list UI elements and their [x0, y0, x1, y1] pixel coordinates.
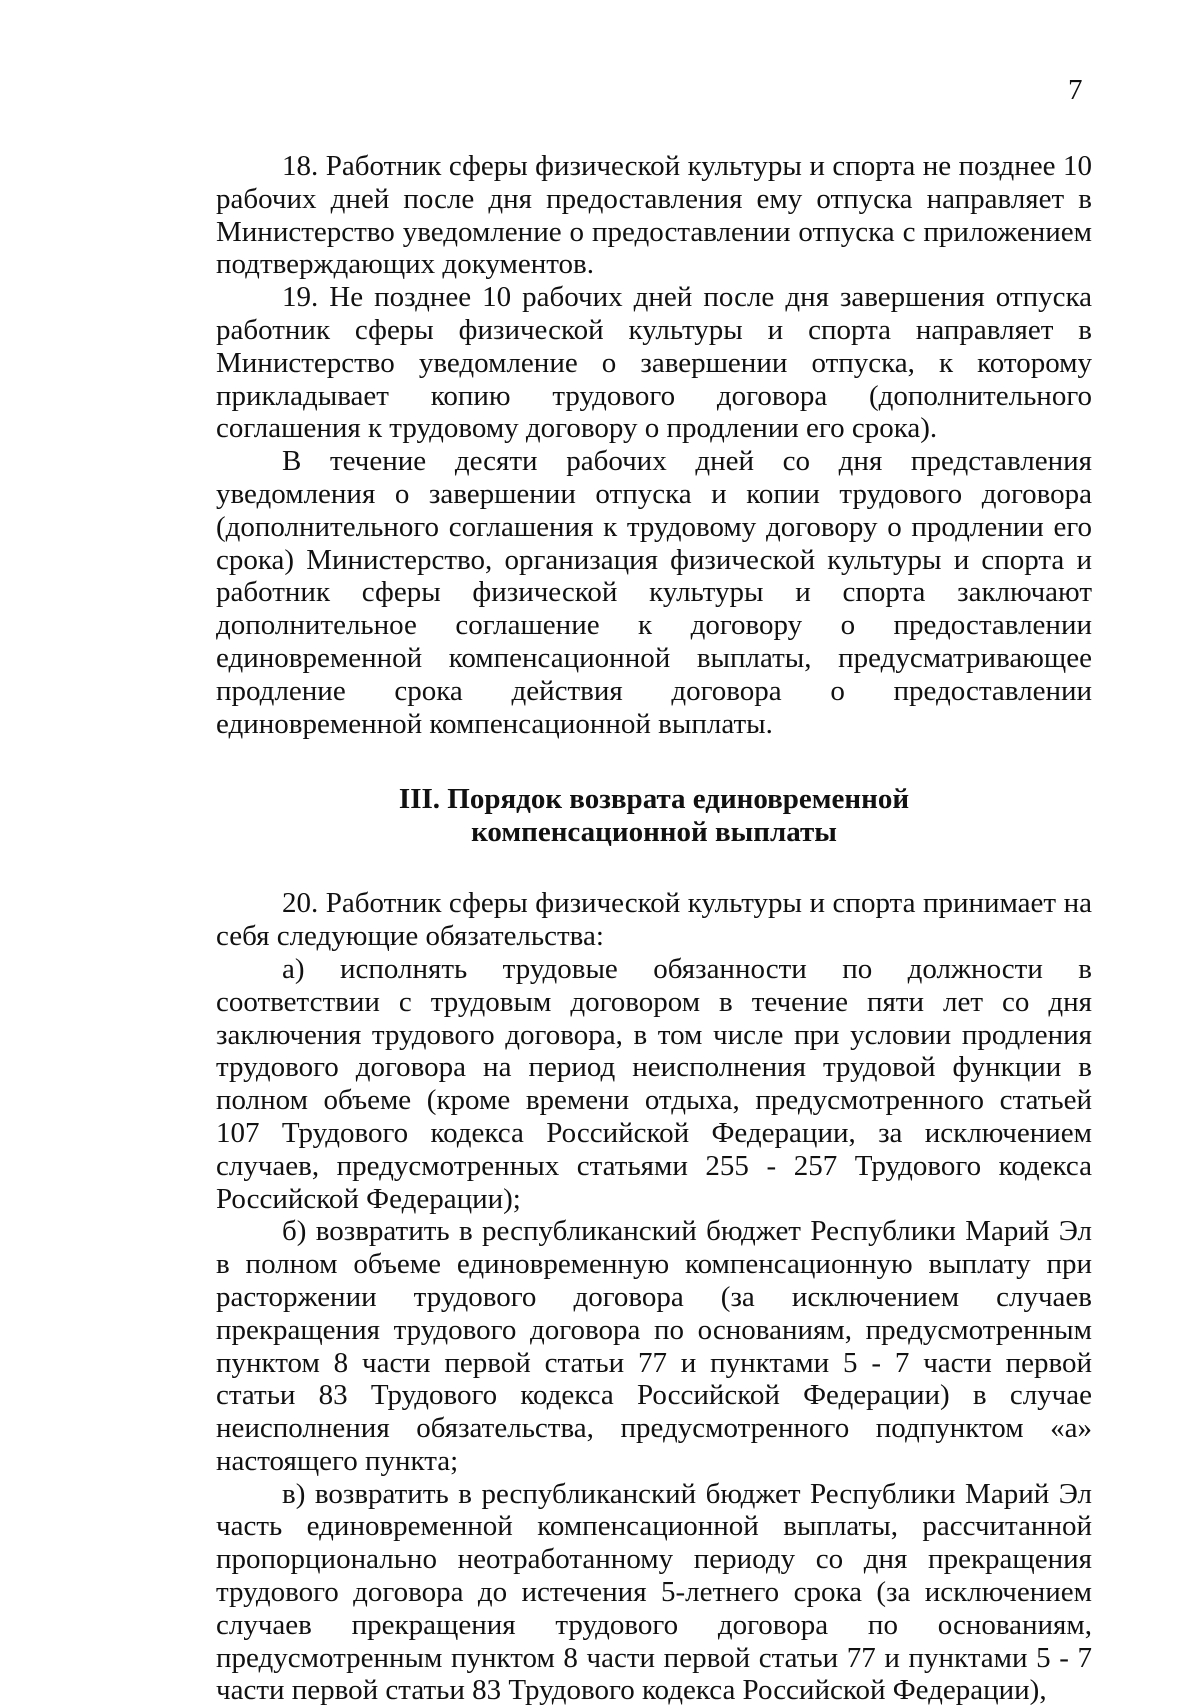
- obligation-item-a: а) исполнять трудовые обязанности по должности в соответствии с трудовым договором в течение пяти лет со дня заключения трудового договора, в том числе при условии продления трудового договора на период неисполнения трудовой функции в полном объеме (кроме времени отдыха, предусмотренного статьей 107 Трудового кодекса Российской Федерации, за исключением случаев, предусмотренных статьями 255 - 257 Трудового кодекса Российской Федерации);: [216, 952, 1092, 1215]
- paragraph-20: 20. Работник сферы физической культуры и спорта принимает на себя следующие обязательства:: [216, 887, 1092, 953]
- section-heading-line-2: компенсационной выплаты: [471, 816, 837, 849]
- obligation-item-b: б) возвратить в республиканский бюджет Республики Марий Эл в полном объеме единовременную компенсационную выплату при расторжении трудового договора (за исключением случаев прекращения трудового договора по основаниям, предусмотренным пунктом 8 части первой статьи 77 и пунктами 5 - 7 части первой статьи 83 Трудового кодекса Российской Федерации) в случае неисполнения обязательства, предусмотренного подпунктом «а» настоящего пункта;: [216, 1215, 1092, 1477]
- obligation-item-c: в) возвратить в республиканский бюджет Республики Марий Эл часть единовременной компенсационной выплаты, рассчитанной пропорционально неотработанному периоду со дня прекращения трудового договора до истечения 5-летнего срока (за исключением случаев прекращения трудового договора по основаниям, предусмотренным пунктом 8 части первой статьи 77 и пунктами 5 - 7 части первой статьи 83 Трудового кодекса Российской Федерации),: [216, 1477, 1092, 1707]
- paragraph-18: 18. Работник сферы физической культуры и спорта не позднее 10 рабочих дней после дня предоставления ему отпуска направляет в Министерство уведомление о предоставлении отпуска с приложением подтверждающих документов.: [216, 150, 1092, 281]
- document-body: [216, 150, 1092, 1707]
- section-heading-line-1: III. Порядок возврата единовременной: [398, 783, 910, 816]
- paragraph-19-continuation: В течение десяти рабочих дней со дня представления уведомления о завершении отпуска и копии трудового договора (дополнительного соглашения к трудовому договору о продлении его срока) Министерство, организация физической культуры и спорта и работник сферы физической культуры и спорта заключают дополнительное соглашение к договору о предоставлении единовременной компенсационной выплаты, предусматривающее продление срока действия договора о предоставлении единовременной компенсационной выплаты.: [216, 445, 1092, 740]
- paragraph-19: 19. Не позднее 10 рабочих дней после дня завершения отпуска работник сферы физической культуры и спорта направляет в Министерство уведомление о завершении отпуска, к которому прикладывает копию трудового договора (дополнительного соглашения к трудовому договору о продлении его срока).: [216, 281, 1092, 445]
- section-heading: [216, 783, 1092, 849]
- page-number: 7: [1068, 74, 1083, 106]
